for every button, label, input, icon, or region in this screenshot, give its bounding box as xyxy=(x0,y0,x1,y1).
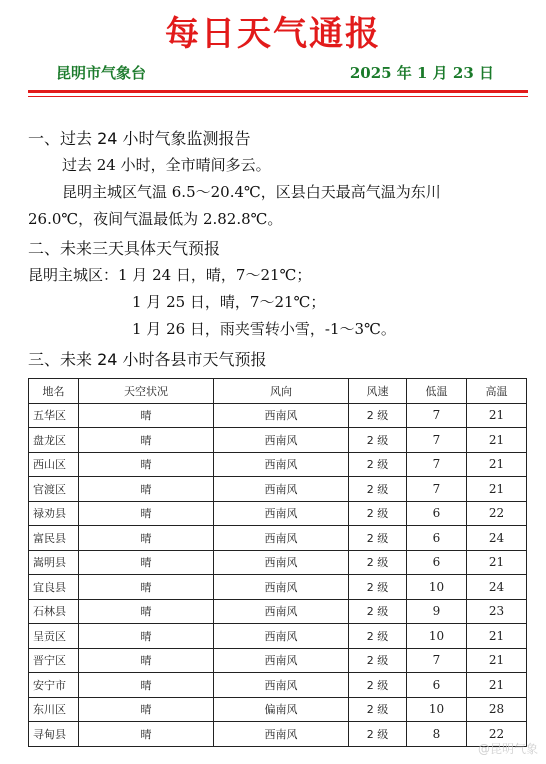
cell-sky: 晴 xyxy=(79,722,214,747)
paragraph-line: 昆明主城区气温 6.5～20.4℃，区县白天最高气温为东川 xyxy=(62,183,441,201)
table-row xyxy=(29,599,527,624)
cell-wind-direction: 西南风 xyxy=(214,403,349,428)
table-row xyxy=(29,477,527,502)
cell-location: 安宁市 xyxy=(29,673,79,698)
cell-sky: 晴 xyxy=(79,673,214,698)
cell-location: 东川区 xyxy=(29,697,79,722)
table-row xyxy=(29,722,527,747)
cell-wind-speed: 2 级 xyxy=(349,477,407,502)
column-header: 风向 xyxy=(214,379,349,404)
cell-sky: 晴 xyxy=(79,697,214,722)
cell-location: 呈贡区 xyxy=(29,624,79,649)
column-header: 地名 xyxy=(29,379,79,404)
cell-sky: 晴 xyxy=(79,550,214,575)
cell-wind-direction: 西南风 xyxy=(214,673,349,698)
cell-wind-direction: 西南风 xyxy=(214,575,349,600)
cell-low-temp: 10 xyxy=(407,697,467,722)
cell-wind-direction: 西南风 xyxy=(214,526,349,551)
table-row xyxy=(29,403,527,428)
section-forecast xyxy=(28,236,528,343)
table-row xyxy=(29,526,527,551)
column-header: 高温 xyxy=(467,379,527,404)
cell-location: 嵩明县 xyxy=(29,550,79,575)
cell-high-temp: 24 xyxy=(467,575,527,600)
cell-wind-direction: 西南风 xyxy=(214,501,349,526)
cell-wind-direction: 西南风 xyxy=(214,648,349,673)
cell-wind-speed: 2 级 xyxy=(349,452,407,477)
cell-high-temp: 21 xyxy=(467,477,527,502)
cell-low-temp: 8 xyxy=(407,722,467,747)
table-row xyxy=(29,697,527,722)
cell-low-temp: 9 xyxy=(407,599,467,624)
cell-wind-speed: 2 级 xyxy=(349,697,407,722)
cell-wind-speed: 2 级 xyxy=(349,501,407,526)
cell-high-temp: 21 xyxy=(467,403,527,428)
report-title: 每日天气通报 xyxy=(165,14,381,54)
cell-high-temp: 21 xyxy=(467,673,527,698)
cell-high-temp: 22 xyxy=(467,501,527,526)
cell-location: 官渡区 xyxy=(29,477,79,502)
cell-wind-direction: 西南风 xyxy=(214,722,349,747)
table-row xyxy=(29,624,527,649)
table-row xyxy=(29,428,527,453)
cell-sky: 晴 xyxy=(79,428,214,453)
cell-low-temp: 6 xyxy=(407,501,467,526)
table-row xyxy=(29,575,527,600)
cell-low-temp: 6 xyxy=(407,550,467,575)
cell-wind-direction: 西南风 xyxy=(214,550,349,575)
cell-high-temp: 21 xyxy=(467,624,527,649)
cell-location: 五华区 xyxy=(29,403,79,428)
cell-high-temp: 21 xyxy=(467,550,527,575)
table-row xyxy=(29,452,527,477)
cell-location: 富民县 xyxy=(29,526,79,551)
table-row xyxy=(29,648,527,673)
cell-wind-direction: 西南风 xyxy=(214,599,349,624)
cell-wind-speed: 2 级 xyxy=(349,575,407,600)
cell-location: 西山区 xyxy=(29,452,79,477)
cell-low-temp: 7 xyxy=(407,428,467,453)
column-header: 天空状况 xyxy=(79,379,214,404)
cell-high-temp: 21 xyxy=(467,452,527,477)
section-heading: 一、过去 24 小时气象监测报告 xyxy=(28,129,251,148)
cell-low-temp: 6 xyxy=(407,526,467,551)
cell-wind-speed: 2 级 xyxy=(349,550,407,575)
cell-wind-speed: 2 级 xyxy=(349,648,407,673)
cell-low-temp: 7 xyxy=(407,452,467,477)
cell-low-temp: 10 xyxy=(407,575,467,600)
county-weather-table xyxy=(28,378,527,747)
cell-location: 禄劝县 xyxy=(29,501,79,526)
cell-sky: 晴 xyxy=(79,477,214,502)
forecast-line: 1 月 26 日，雨夹雪转小雪，-1～3℃。 xyxy=(132,320,396,338)
cell-high-temp: 22 xyxy=(467,722,527,747)
section-observation xyxy=(28,126,528,233)
cell-sky: 晴 xyxy=(79,526,214,551)
cell-low-temp: 7 xyxy=(407,648,467,673)
cell-location: 寻甸县 xyxy=(29,722,79,747)
table-header-row xyxy=(29,379,527,404)
cell-wind-speed: 2 级 xyxy=(349,428,407,453)
cell-low-temp: 10 xyxy=(407,624,467,649)
cell-wind-speed: 2 级 xyxy=(349,599,407,624)
cell-wind-speed: 2 级 xyxy=(349,624,407,649)
section-county xyxy=(28,347,528,373)
cell-wind-direction: 西南风 xyxy=(214,452,349,477)
cell-sky: 晴 xyxy=(79,648,214,673)
cell-wind-speed: 2 级 xyxy=(349,526,407,551)
paragraph-line: 过去 24 小时，全市晴间多云。 xyxy=(62,156,271,174)
cell-high-temp: 21 xyxy=(467,428,527,453)
cell-wind-direction: 西南风 xyxy=(214,428,349,453)
table-row xyxy=(29,501,527,526)
cell-sky: 晴 xyxy=(79,599,214,624)
cell-low-temp: 6 xyxy=(407,673,467,698)
watermark: @昆明气象 xyxy=(477,742,538,756)
cell-wind-speed: 2 级 xyxy=(349,673,407,698)
cell-high-temp: 28 xyxy=(467,697,527,722)
cell-high-temp: 21 xyxy=(467,648,527,673)
header-divider-thick xyxy=(28,90,528,93)
cell-sky: 晴 xyxy=(79,452,214,477)
column-header: 风速 xyxy=(349,379,407,404)
cell-wind-direction: 西南风 xyxy=(214,477,349,502)
column-header: 低温 xyxy=(407,379,467,404)
cell-wind-speed: 2 级 xyxy=(349,722,407,747)
cell-location: 宜良县 xyxy=(29,575,79,600)
cell-sky: 晴 xyxy=(79,501,214,526)
paragraph-line: 26.0℃，夜间气温最低为 2.82.8℃。 xyxy=(28,210,283,228)
cell-sky: 晴 xyxy=(79,575,214,600)
cell-high-temp: 23 xyxy=(467,599,527,624)
cell-high-temp: 24 xyxy=(467,526,527,551)
cell-location: 盘龙区 xyxy=(29,428,79,453)
forecast-line: 1 月 25 日，晴，7～21℃； xyxy=(132,293,326,311)
table-row xyxy=(29,550,527,575)
cell-sky: 晴 xyxy=(79,624,214,649)
cell-low-temp: 7 xyxy=(407,403,467,428)
cell-wind-speed: 2 级 xyxy=(349,403,407,428)
section-heading: 三、未来 24 小时各县市天气预报 xyxy=(28,350,267,369)
cell-low-temp: 7 xyxy=(407,477,467,502)
section-heading: 二、未来三天具体天气预报 xyxy=(28,239,221,258)
cell-location: 晋宁区 xyxy=(29,648,79,673)
forecast-line: 昆明主城区：1 月 24 日，晴，7～21℃； xyxy=(28,266,312,284)
cell-wind-direction: 偏南风 xyxy=(214,697,349,722)
cell-wind-direction: 西南风 xyxy=(214,624,349,649)
header-divider-thin xyxy=(28,96,528,97)
table-row xyxy=(29,673,527,698)
report-date: 2025 年 1 月 23 日 xyxy=(349,64,494,82)
cell-location: 石林县 xyxy=(29,599,79,624)
cell-sky: 晴 xyxy=(79,403,214,428)
issuer-name: 昆明市气象台 xyxy=(56,64,147,82)
